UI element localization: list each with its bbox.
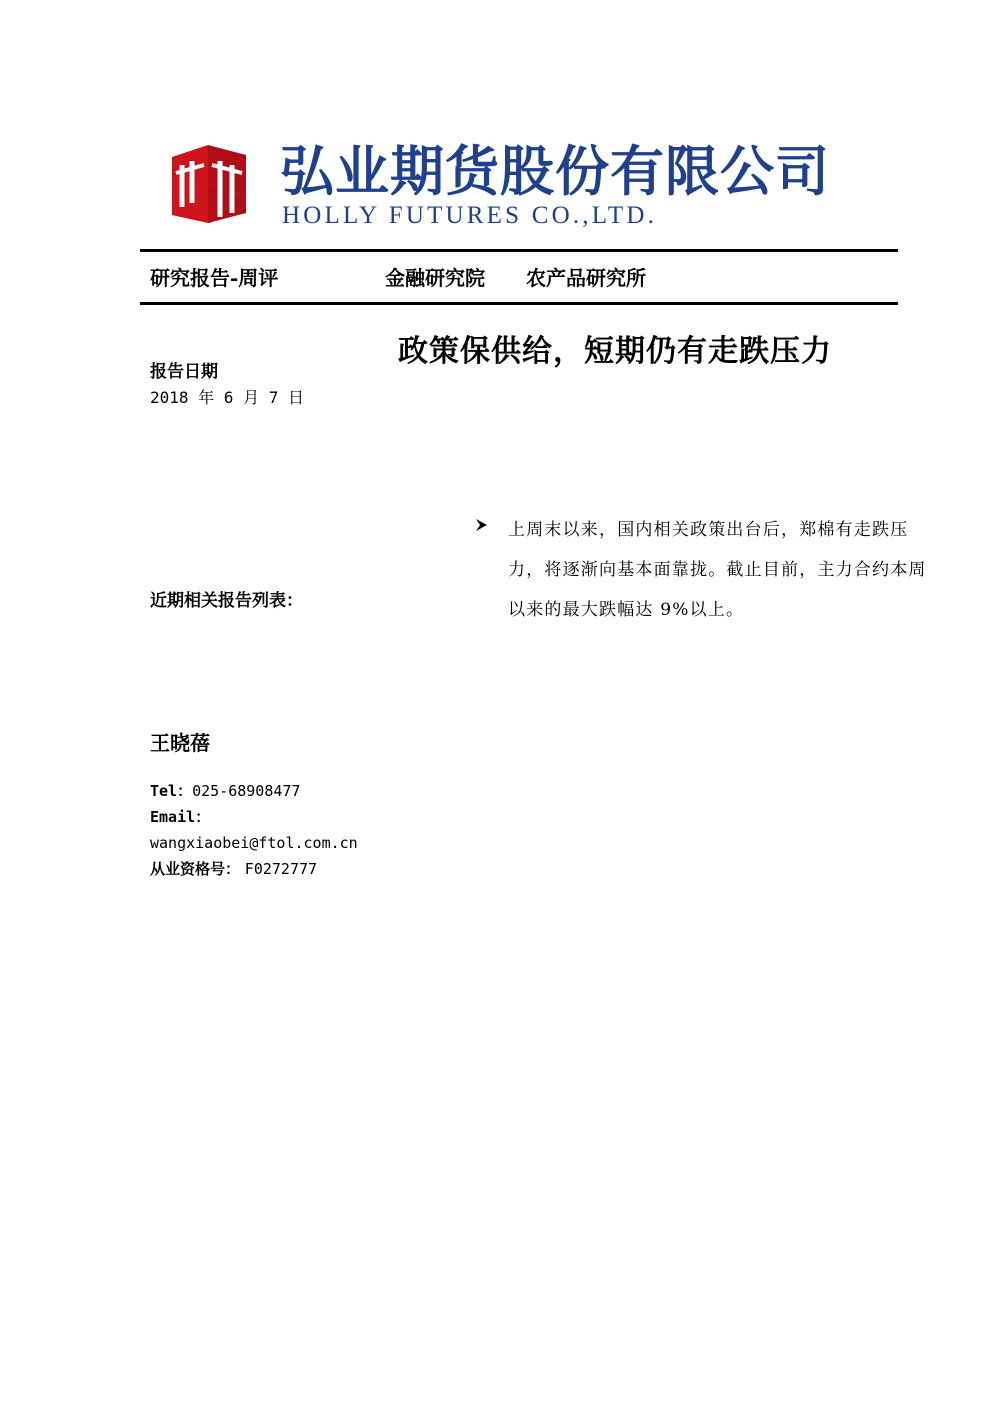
email-label: Email： (150, 808, 211, 826)
email-value: wangxiaobei@ftol.com.cn (150, 834, 358, 852)
report-date-label: 报告日期 (150, 362, 218, 382)
company-name-cn: 弘业期货股份有限公司 (280, 139, 830, 203)
author-license (150, 859, 317, 879)
license-label: 从业资格号： (150, 860, 241, 878)
license-value: F0272777 (244, 860, 318, 878)
company-logo-icon (168, 143, 250, 225)
institute-agriculture: 农产品研究所 (526, 266, 646, 290)
summary-paragraph: 上周末以来，国内相关政策出台后，郑棉有走跌压力，将逐渐向基本面靠拢。截止目前，主力合约本周以来的最大跌幅达 9%以上。 (508, 520, 927, 620)
report-date-value: 2018 年 6 月 7 日 (150, 388, 304, 407)
header-bottom-rule (140, 302, 898, 305)
tel-value: 025-68908477 (192, 782, 301, 800)
company-name-en: HOLLY FUTURES CO.,LTD. (282, 202, 658, 229)
header-top-rule (140, 249, 898, 252)
tel-label: Tel： (150, 782, 193, 800)
arrow-bullet-icon (474, 516, 488, 538)
report-title: 政策保供给，短期仍有走跌压力 (398, 334, 832, 369)
report-type: 研究报告-周评 (150, 266, 279, 290)
author-tel (150, 781, 300, 801)
author-name: 王晓蓓 (150, 731, 210, 755)
institute-finance: 金融研究院 (385, 266, 485, 290)
related-reports-label: 近期相关报告列表： (150, 591, 303, 611)
